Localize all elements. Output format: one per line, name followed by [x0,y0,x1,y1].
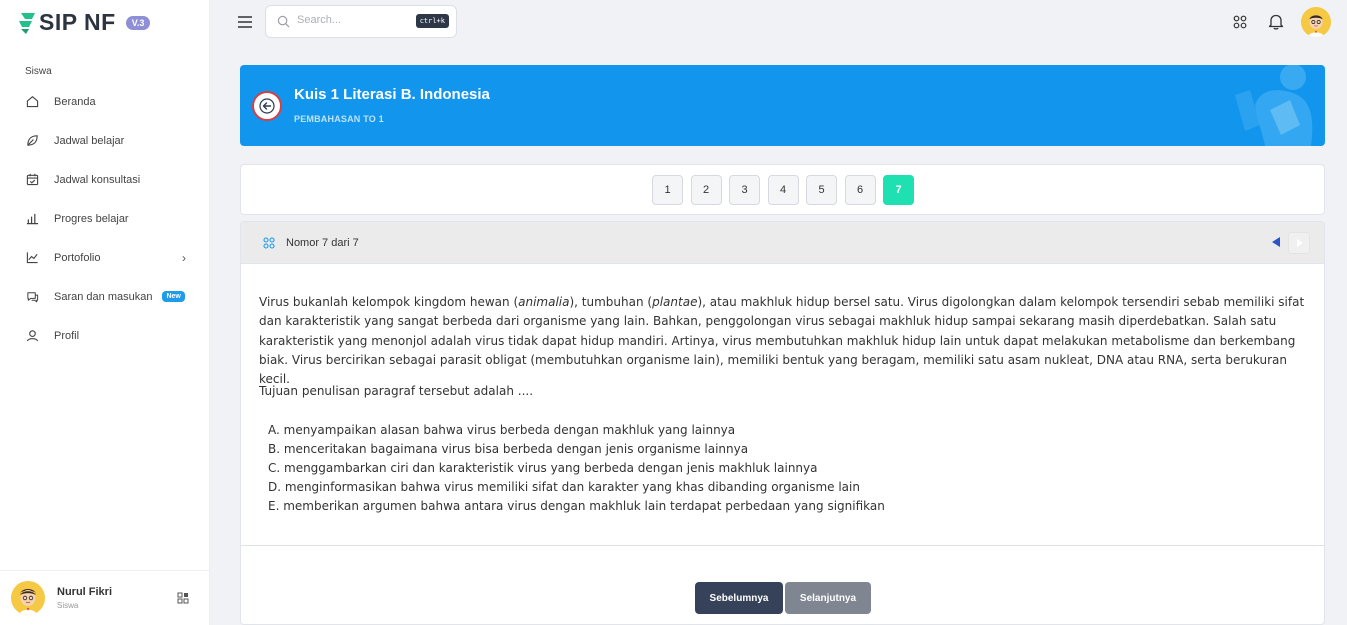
divider [241,545,1324,546]
calendar-check-icon [25,173,39,187]
answer-options [268,421,885,516]
sidebar-item-jadwal-konsultasi[interactable] [0,160,210,199]
question-card [240,221,1325,625]
home-icon [25,95,39,109]
bell-icon[interactable] [1268,13,1284,30]
back-button[interactable] [252,91,282,121]
sidebar [0,0,210,625]
leaf-icon [25,134,39,148]
search-shortcut-badge: ctrl+k [416,14,449,28]
bar-chart-icon [25,212,39,226]
sidebar-item-profil[interactable] [0,316,210,355]
option-c[interactable]: C. menggambarkan ciri dan karakteristik virus yang berbeda dengan jenis makhluk lainnya [268,461,818,475]
avatar[interactable] [11,581,45,615]
user-profile-box[interactable] [0,570,210,625]
next-button[interactable]: Selanjutnya [785,582,871,614]
chevron-right-icon: › [182,250,186,265]
sidebar-item-beranda[interactable] [0,82,210,121]
user-name: Nurul Fikri [57,586,113,598]
page-subtitle: PEMBAHASAN TO 1 [294,114,384,124]
avatar[interactable] [1301,7,1331,37]
passage-italic-term: animalia [518,295,570,309]
option-a[interactable]: A. menyampaikan alasan bahwa virus berbeda dengan makhluk yang lainnya [268,423,736,437]
page-title: Kuis 1 Literasi B. Indonesia [294,86,490,103]
passage-text: ), atau makhluk hidup bersel satu. Virus digolongkan dalam kelompok tersendiri sebab memiliki sifat dan karakteristik yang sangat berbeda dari organisme yang lain. Bahkan, penggolongan virus sebagai makhluk hidup sampai sekarang masih diperdebatkan. Salah satu karakteristik yang menonjol adalah virus tidak dapat hidup mandiri. Artinya, virus membutuhkan makhluk hidup lain untuk dapat melakukan metabolisme dan berkembang biak. Virus bercirikan sebagai parasit obligat (membutuhkan organisme lain), memiliki bentuk yang beragam, memiliki satu asam nukleat, DNA atau RNA, serta berukuran kecil. [259,295,1305,387]
next-question-arrow[interactable] [1288,232,1310,254]
search-box[interactable] [265,5,457,38]
page-button-4[interactable]: 4 [768,175,799,205]
student-illustration-icon [1215,65,1325,146]
user-icon [25,329,39,343]
sidebar-item-label: Jadwal belajar [54,134,125,147]
apps-icon[interactable] [1233,15,1247,29]
question-prompt: Tujuan penulisan paragraf tersebut adalah .... [259,384,534,398]
sidebar-item-jadwal-belajar[interactable] [0,121,210,160]
quiz-banner [240,65,1325,146]
app-logo[interactable] [18,9,150,36]
option-b[interactable]: B. menceritakan bagaimana virus bisa berbeda dengan jenis organisme lainnya [268,442,749,456]
sidebar-item-label: Beranda [54,95,96,108]
sidebar-nav [0,82,210,355]
new-badge: New [162,291,184,302]
page-button-3[interactable]: 3 [729,175,760,205]
question-grid-icon [263,237,275,249]
sidebar-item-label: Portofolio [54,251,101,264]
chat-icon [25,290,39,304]
page-button-6[interactable]: 6 [845,175,876,205]
passage-italic-term: plantae [652,295,698,309]
page-button-7[interactable]: 7 [883,175,914,205]
page-button-2[interactable]: 2 [691,175,722,205]
sidebar-item-label: Jadwal konsultasi [54,173,141,186]
arrow-left-icon [259,98,275,114]
version-badge: V.3 [126,16,151,30]
question-pager [240,164,1325,215]
app-name: SIP NF [39,9,116,35]
passage-text: Virus bukanlah kelompok kingdom hewan ( [259,295,519,309]
previous-question-arrow[interactable] [1272,237,1280,247]
sidebar-item-label: Saran dan masukan [54,290,153,303]
option-d[interactable]: D. menginformasikan bahwa virus memiliki sifat dan karakter yang khas dibanding organisme lain [268,480,860,494]
page-button-1[interactable]: 1 [652,175,683,205]
sidebar-item-label: Progres belajar [54,212,129,225]
page-button-5[interactable]: 5 [806,175,837,205]
question-number: Nomor 7 dari 7 [286,237,359,249]
logo-mark-icon [18,11,36,35]
switch-account-icon[interactable] [177,592,189,604]
sidebar-item-saran-dan-masukan[interactable] [0,277,210,316]
option-e[interactable]: E. memberikan argumen bahwa antara virus dengan makhluk lain terdapat perbedaan yang signifikan [268,499,885,513]
sidebar-section-label: Siswa [25,66,52,77]
line-chart-icon [25,251,39,265]
hamburger-menu-icon[interactable] [238,16,252,28]
search-input[interactable] [297,14,407,26]
previous-button[interactable]: Sebelumnya [695,582,783,614]
question-header [241,222,1324,264]
question-passage [259,293,1309,389]
sidebar-item-label: Profil [54,329,80,342]
sidebar-item-progres-belajar[interactable] [0,199,210,238]
sidebar-item-portofolio[interactable] [0,238,210,277]
search-icon [277,15,290,28]
passage-text: ), tumbuhan ( [569,295,653,309]
user-role: Siswa [57,601,79,610]
